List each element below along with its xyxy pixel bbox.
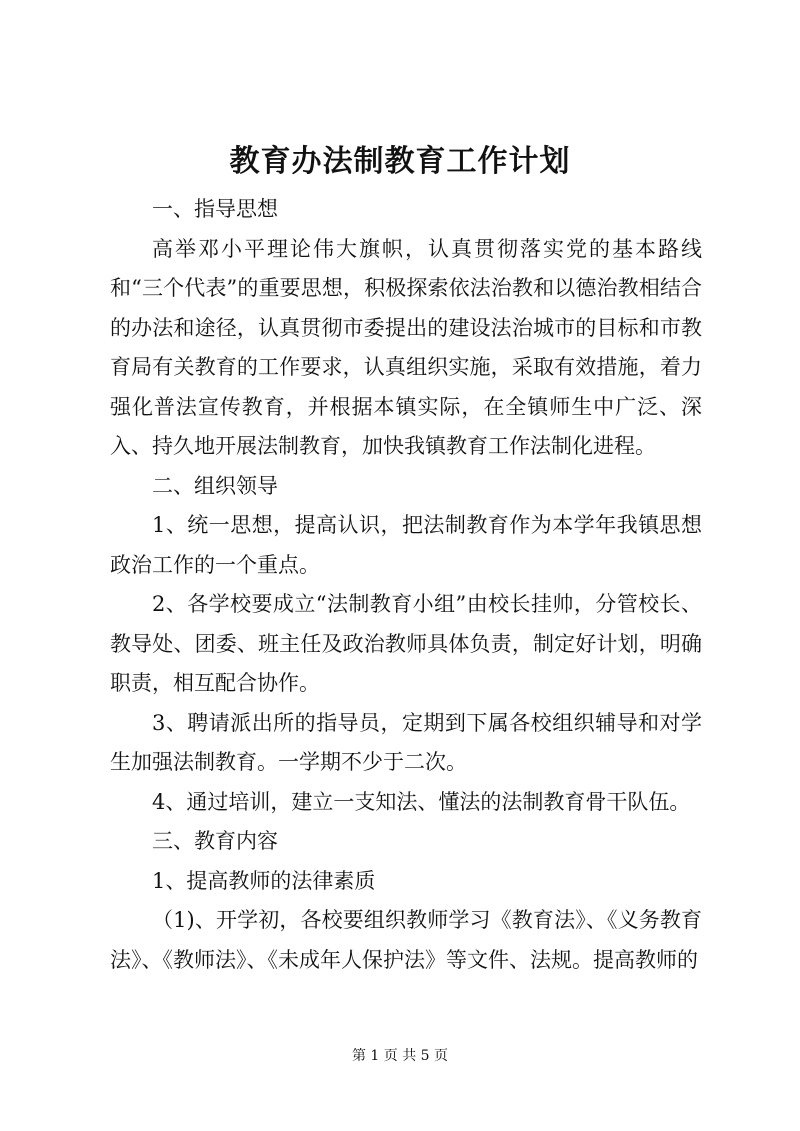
section-heading-guiding-ideology: 一、指导思想: [152, 197, 278, 221]
paragraph-item-3: 3、聘请派出所的指导员，定期到下属各校组织辅导和对学生加强法制教育。一学期不少于二次。: [110, 710, 702, 774]
paragraph-item-4: 4、通过培训，建立一支知法、懂法的法制教育骨干队伍。: [152, 789, 691, 814]
paragraph-guiding-ideology: 高举邓小平理论伟大旗帜，认真贯彻落实党的基本路线和“三个代表”的重要思想，积极探索依法治教和以德治教相结合的办法和途径，认真贯彻市委提出的建设法治城市的目标和市教育局有关教育的工作要求，认真组织实施，采取有效措施，着力强化普法宣传教育，并根据本镇实际，在全镇师生中广泛、深入、持久地开展法制教育，加快我镇教育工作法制化进程。: [110, 236, 702, 458]
paragraph-subitem-1: （1)、开学初，各校要组织教师学习《教育法》、《义务教育法》、《教师法》、《未成年人保护法》等文件、法规。提高教师的: [110, 908, 702, 972]
section-heading-organization: 二、组织领导: [152, 473, 278, 498]
document-body: [110, 190, 702, 980]
paragraph-item-1: 1、统一思想，提高认识，把法制教育作为本学年我镇思想政治工作的一个重点。: [110, 513, 702, 577]
document-title: 教育办法制教育工作计划: [229, 144, 571, 179]
paragraph-item-2: 2、各学校要成立“法制教育小组”由校长挂帅，分管校长、教导处、团委、班主任及政治教师具体负责，制定好计划，明确职责，相互配合协作。: [110, 592, 702, 695]
subheading-teacher-legal-quality: 1、提高教师的法律素质: [152, 868, 376, 893]
section-heading-content: 三、教育内容: [152, 829, 278, 853]
page-footer: 第 1 页 共 5 页: [351, 1048, 449, 1064]
